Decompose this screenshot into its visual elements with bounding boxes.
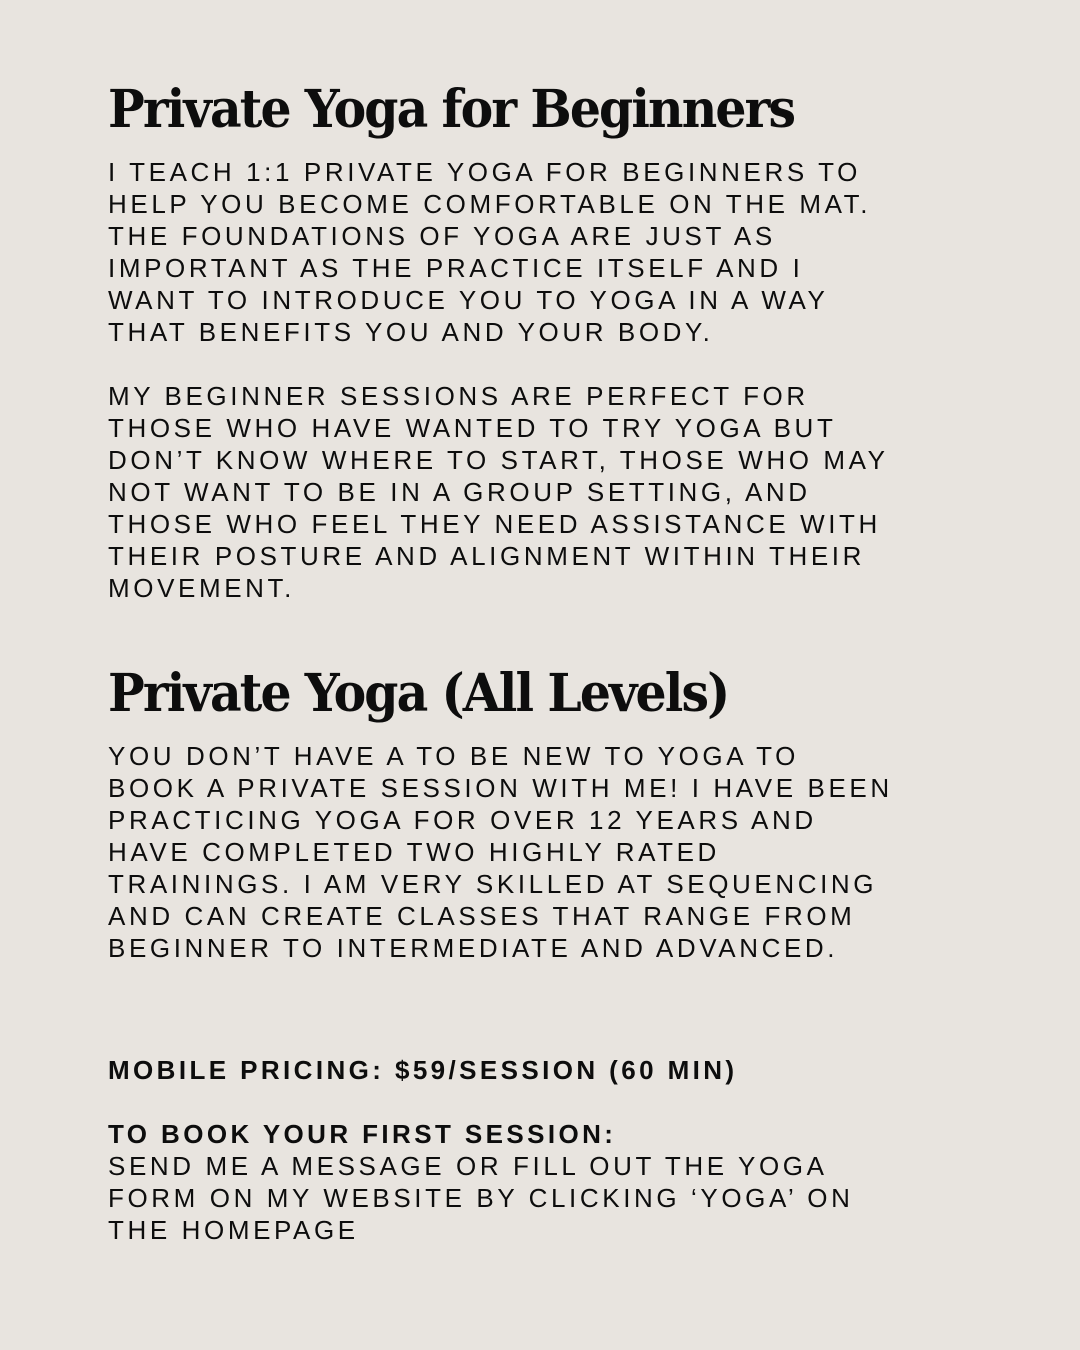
text-line: THE FOUNDATIONS OF YOGA ARE JUST AS [108,221,776,251]
text-line: MY BEGINNER SESSIONS ARE PERFECT FOR [108,381,809,411]
all-levels-paragraph [108,740,958,964]
text-line: I TEACH 1:1 PRIVATE YOGA FOR BEGINNERS TO [108,157,861,187]
beginners-heading: Private Yoga for Beginners [108,79,795,140]
text-line: THAT BENEFITS YOU AND YOUR BODY. [108,317,714,347]
text-line: TRAININGS. I AM VERY SKILLED AT SEQUENCING [108,869,878,899]
text-line: HELP YOU BECOME COMFORTABLE ON THE MAT. [108,189,872,219]
text-line: THOSE WHO FEEL THEY NEED ASSISTANCE WITH [108,509,881,539]
all-levels-heading: Private Yoga (All Levels) [108,663,729,724]
text-line: NOT WANT TO BE IN A GROUP SETTING, AND [108,477,811,507]
text-line: BOOK A PRIVATE SESSION WITH ME! I HAVE BEEN [108,773,893,803]
text-line: HAVE COMPLETED TWO HIGHLY RATED [108,837,720,867]
booking-instructions [108,1118,958,1246]
text-line: THEIR POSTURE AND ALIGNMENT WITHIN THEIR [108,541,865,571]
beginners-sessions-paragraph [108,380,958,604]
text-line: WANT TO INTRODUCE YOU TO YOGA IN A WAY [108,285,829,315]
text-line: YOU DON’T HAVE A TO BE NEW TO YOGA TO [108,741,799,771]
text-line: PRACTICING YOGA FOR OVER 12 YEARS AND [108,805,817,835]
text-line: BEGINNER TO INTERMEDIATE AND ADVANCED. [108,933,839,963]
text-line: FORM ON MY WEBSITE BY CLICKING ‘YOGA’ ON [108,1183,854,1213]
text-line: THOSE WHO HAVE WANTED TO TRY YOGA BUT [108,413,837,443]
text-line: IMPORTANT AS THE PRACTICE ITSELF AND I [108,253,804,283]
mobile-pricing [108,1054,958,1086]
text-line: SEND ME A MESSAGE OR FILL OUT THE YOGA [108,1151,828,1181]
text-line: MOVEMENT. [108,573,295,603]
text-line: AND CAN CREATE CLASSES THAT RANGE FROM [108,901,856,931]
yoga-flyer [108,78,958,1246]
beginners-intro-paragraph [108,156,958,348]
pricing-text: MOBILE PRICING: $59/SESSION (60 MIN) [108,1055,738,1085]
text-line: DON’T KNOW WHERE TO START, THOSE WHO MAY [108,445,889,475]
booking-heading: TO BOOK YOUR FIRST SESSION: [108,1119,617,1149]
text-line: THE HOMEPAGE [108,1215,359,1245]
